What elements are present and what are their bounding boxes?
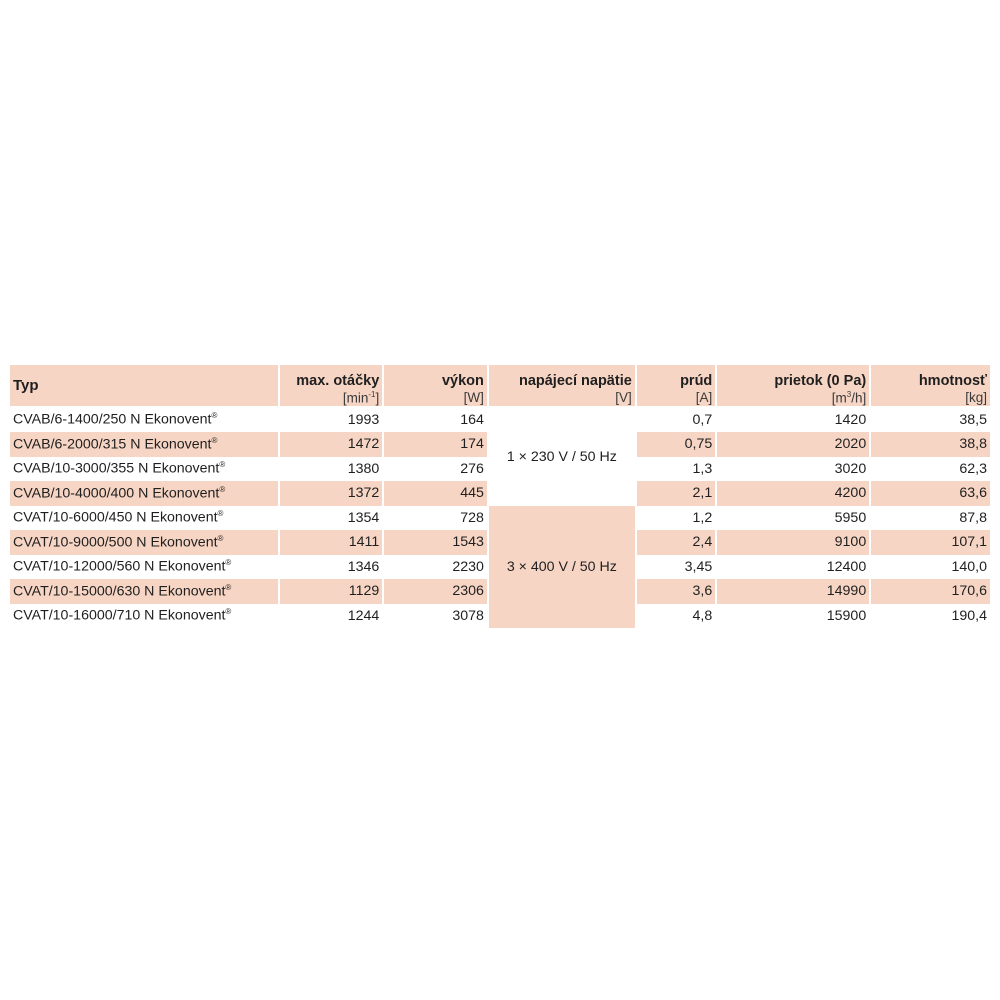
cell-rpm: 1380 xyxy=(280,457,383,482)
cell-type: CVAB/10-4000/400 N Ekonovent® xyxy=(10,481,278,506)
header-flow-unit: $[m^3/h]$ xyxy=(831,390,867,406)
cell-rpm: 1993 xyxy=(280,406,383,433)
header-weight-unit: [kg] xyxy=(965,390,987,405)
cell-current: 1,2 xyxy=(637,506,715,531)
cell-flow: 12400 xyxy=(717,555,869,580)
cell-power: 3078 xyxy=(384,604,487,629)
cell-rpm: 1129 xyxy=(280,579,383,604)
cell-flow: 14990 xyxy=(717,579,869,604)
cell-weight: 38,5 xyxy=(871,406,990,433)
cell-weight: 140,0 xyxy=(871,555,990,580)
cell-flow: 15900 xyxy=(717,604,869,629)
cell-current: 0,7 xyxy=(637,406,715,433)
cell-rpm: 1472 xyxy=(280,432,383,457)
header-weight xyxy=(871,365,990,406)
header-power-label: výkon xyxy=(441,373,484,389)
cell-power: 445 xyxy=(384,481,487,506)
cell-weight: 38,8 xyxy=(871,432,990,457)
table-row xyxy=(10,406,990,433)
cell-power: 276 xyxy=(384,457,487,482)
cell-current: 4,8 xyxy=(637,604,715,629)
header-type: Typ xyxy=(10,365,278,406)
header-power xyxy=(384,365,487,406)
header-flow xyxy=(717,365,869,406)
cell-rpm: 1354 xyxy=(280,506,383,531)
cell-type: CVAT/10-9000/500 N Ekonovent® xyxy=(10,530,278,555)
cell-weight: 63,6 xyxy=(871,481,990,506)
header-weight-label: hmotnosť xyxy=(918,373,987,389)
header-rpm xyxy=(280,365,383,406)
cell-type: CVAT/10-6000/450 N Ekonovent® xyxy=(10,506,278,531)
header-voltage-label: napájecí napätie xyxy=(518,373,632,389)
header-row xyxy=(10,365,990,406)
cell-current: 3,6 xyxy=(637,579,715,604)
cell-type: CVAB/6-1400/250 N Ekonovent® xyxy=(10,406,278,433)
cell-weight: 62,3 xyxy=(871,457,990,482)
cell-weight: 190,4 xyxy=(871,604,990,629)
cell-weight: 107,1 xyxy=(871,530,990,555)
cell-power: 2306 xyxy=(384,579,487,604)
header-voltage xyxy=(489,365,635,406)
header-current-unit: [A] xyxy=(695,390,713,405)
cell-rpm: 1346 xyxy=(280,555,383,580)
cell-rpm: 1411 xyxy=(280,530,383,555)
header-rpm-label: max. otáčky xyxy=(296,373,380,389)
cell-flow: 2020 xyxy=(717,432,869,457)
cell-power: 728 xyxy=(384,506,487,531)
cell-flow: 4200 xyxy=(717,481,869,506)
header-rpm-unit: $[\min^{-1}]$ xyxy=(342,390,380,406)
cell-current: 2,4 xyxy=(637,530,715,555)
cell-power: 174 xyxy=(384,432,487,457)
cell-voltage-group: 3 × 400 V / 50 Hz xyxy=(489,506,635,629)
header-current xyxy=(637,365,715,406)
cell-type: CVAB/10-3000/355 N Ekonovent® xyxy=(10,457,278,482)
cell-flow: 9100 xyxy=(717,530,869,555)
cell-flow: 5950 xyxy=(717,506,869,531)
table-row xyxy=(10,506,990,531)
cell-rpm: 1372 xyxy=(280,481,383,506)
cell-power: 1543 xyxy=(384,530,487,555)
header-voltage-unit: [V] xyxy=(615,390,632,405)
cell-voltage-group: 1 × 230 V / 50 Hz xyxy=(489,406,635,506)
cell-current: 2,1 xyxy=(637,481,715,506)
cell-current: 0,75 xyxy=(637,432,715,457)
cell-weight: 87,8 xyxy=(871,506,990,531)
cell-type: CVAB/6-2000/315 N Ekonovent® xyxy=(10,432,278,457)
cell-power: 2230 xyxy=(384,555,487,580)
header-current-label: prúd xyxy=(680,373,713,389)
cell-type: CVAT/10-12000/560 N Ekonovent® xyxy=(10,555,278,580)
cell-rpm: 1244 xyxy=(280,604,383,629)
cell-current: 3,45 xyxy=(637,555,715,580)
spec-table xyxy=(8,365,992,628)
cell-power: 164 xyxy=(384,406,487,433)
cell-flow: 3020 xyxy=(717,457,869,482)
header-flow-label: prietok (0 Pa) xyxy=(774,373,867,389)
cell-current: 1,3 xyxy=(637,457,715,482)
cell-flow: 1420 xyxy=(717,406,869,433)
cell-weight: 170,6 xyxy=(871,579,990,604)
header-power-unit: [W] xyxy=(463,390,484,405)
cell-type: CVAT/10-16000/710 N Ekonovent® xyxy=(10,604,278,629)
cell-type: CVAT/10-15000/630 N Ekonovent® xyxy=(10,579,278,604)
